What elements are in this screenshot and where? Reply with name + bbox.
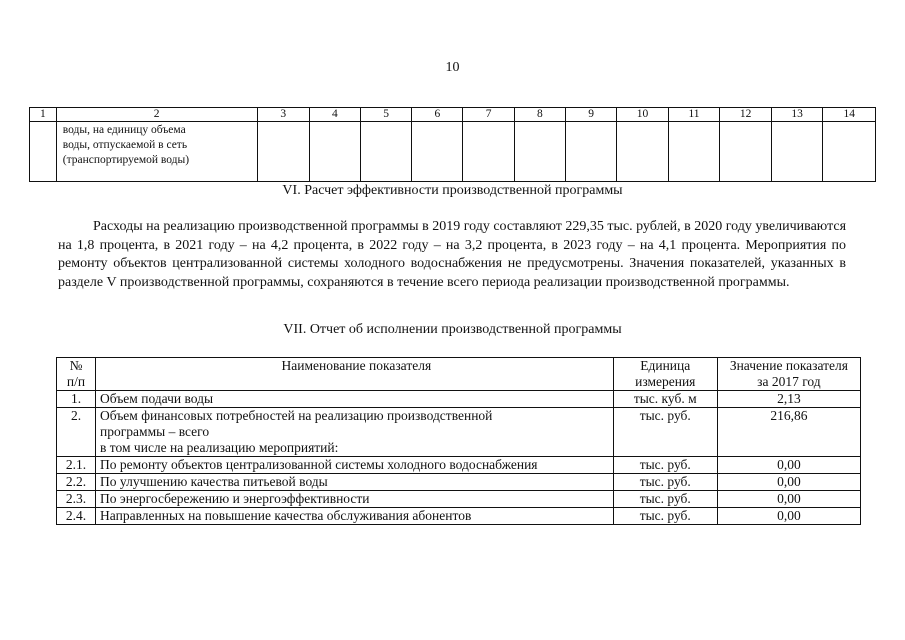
table-row (57, 508, 861, 525)
continuation-table (29, 107, 876, 182)
row-unit: тыс. руб. (613, 408, 717, 457)
row-value: 2,13 (717, 391, 860, 408)
section-7-title: VII. Отчет об исполнении производственной программы (283, 322, 622, 337)
table-header-row (57, 358, 861, 391)
column-number: 12 (720, 108, 772, 122)
empty-cell (309, 122, 360, 182)
indicator-name-cell (56, 122, 257, 182)
row-number: 2.3. (57, 491, 96, 508)
empty-cell (720, 122, 772, 182)
row-name: Направленных на повышение качества обслуживания абонентов (96, 508, 614, 525)
table-header-row (30, 108, 876, 122)
row-unit: тыс. руб. (613, 474, 717, 491)
header-number-line: № (69, 358, 83, 373)
row-unit: тыс. куб. м (613, 391, 717, 408)
row-number: 2. (57, 408, 96, 457)
column-number: 6 (412, 108, 463, 122)
row-name-line: программы – всего (100, 424, 210, 439)
indicator-name-line: воды, отпускаемой в сеть (62, 139, 188, 151)
column-number: 5 (361, 108, 412, 122)
row-number: 2.4. (57, 508, 96, 525)
table-row (57, 457, 861, 474)
row-number: 1. (57, 391, 96, 408)
row-name: По ремонту объектов централизованной системы холодного водоснабжения (96, 457, 614, 474)
empty-cell (361, 122, 412, 182)
empty-cell (771, 122, 823, 182)
table-row (30, 122, 876, 182)
header-unit (613, 358, 717, 391)
table-row (57, 474, 861, 491)
column-number: 11 (668, 108, 720, 122)
row-name-line: Объем финансовых потребностей на реализацию производственной (100, 408, 493, 423)
empty-cell (617, 122, 669, 182)
row-number: 2.1. (57, 457, 96, 474)
column-number: 2 (56, 108, 257, 122)
row-number: 2.2. (57, 474, 96, 491)
row-name: По энергосбережению и энергоэффективности (96, 491, 614, 508)
column-number: 8 (514, 108, 565, 122)
row-unit: тыс. руб. (613, 457, 717, 474)
header-number-line: п/п (66, 374, 86, 389)
header-number (57, 358, 96, 391)
table-row (57, 491, 861, 508)
column-number: 10 (617, 108, 669, 122)
header-value (717, 358, 860, 391)
empty-cell (823, 122, 876, 182)
row-value: 0,00 (717, 508, 860, 525)
row-value: 0,00 (717, 474, 860, 491)
row-name: Объем подачи воды (96, 391, 614, 408)
section-6-paragraph: Расходы на реализацию производственной программы в 2019 году составляют 229,35 тыс. рублей, в 2020 году увеличиваются на 1,8 процента, в 2021 году – на 4,2 процента, в 2022 году – на 3,2 процента, в 2023 году – на 4,1 процента. Мероприятия по ремонту объектов централизованной системы холодного водоснабжения не предусмотрены. Значения показателей, указанных в разделе V производственной программы, сохраняются в течение всего периода реализации производственной программы. (58, 219, 847, 290)
column-number: 1 (30, 108, 57, 122)
empty-cell (257, 122, 309, 182)
section-6-title: VI. Расчет эффективности производственной программы (282, 183, 623, 198)
page-number: 10 (445, 60, 460, 75)
column-number: 3 (257, 108, 309, 122)
empty-cell (565, 122, 616, 182)
column-number: 14 (823, 108, 876, 122)
empty-cell (412, 122, 463, 182)
row-value: 0,00 (717, 457, 860, 474)
row-unit: тыс. руб. (613, 508, 717, 525)
indicator-name-line: (транспортируемой воды) (62, 154, 190, 166)
empty-cell (463, 122, 514, 182)
column-number: 4 (309, 108, 360, 122)
row-value: 0,00 (717, 491, 860, 508)
table-row (57, 408, 861, 457)
empty-cell (514, 122, 565, 182)
indicator-name-line: воды, на единицу объема (62, 124, 186, 136)
column-number: 13 (771, 108, 823, 122)
header-unit-line: Единица (640, 358, 691, 373)
empty-cell (668, 122, 720, 182)
row-name-line: в том числе на реализацию мероприятий: (100, 440, 339, 455)
row-name: По улучшению качества питьевой воды (96, 474, 614, 491)
column-number: 7 (463, 108, 514, 122)
empty-cell (30, 122, 57, 182)
header-unit-line: измерения (635, 374, 696, 389)
row-value: 216,86 (717, 408, 860, 457)
header-value-line: Значение показателя (729, 358, 848, 373)
row-name (96, 408, 614, 457)
header-value-line: за 2017 год (757, 374, 821, 389)
header-name: Наименование показателя (96, 358, 614, 391)
report-table (56, 357, 861, 525)
column-number: 9 (565, 108, 616, 122)
row-unit: тыс. руб. (613, 491, 717, 508)
table-row (57, 391, 861, 408)
